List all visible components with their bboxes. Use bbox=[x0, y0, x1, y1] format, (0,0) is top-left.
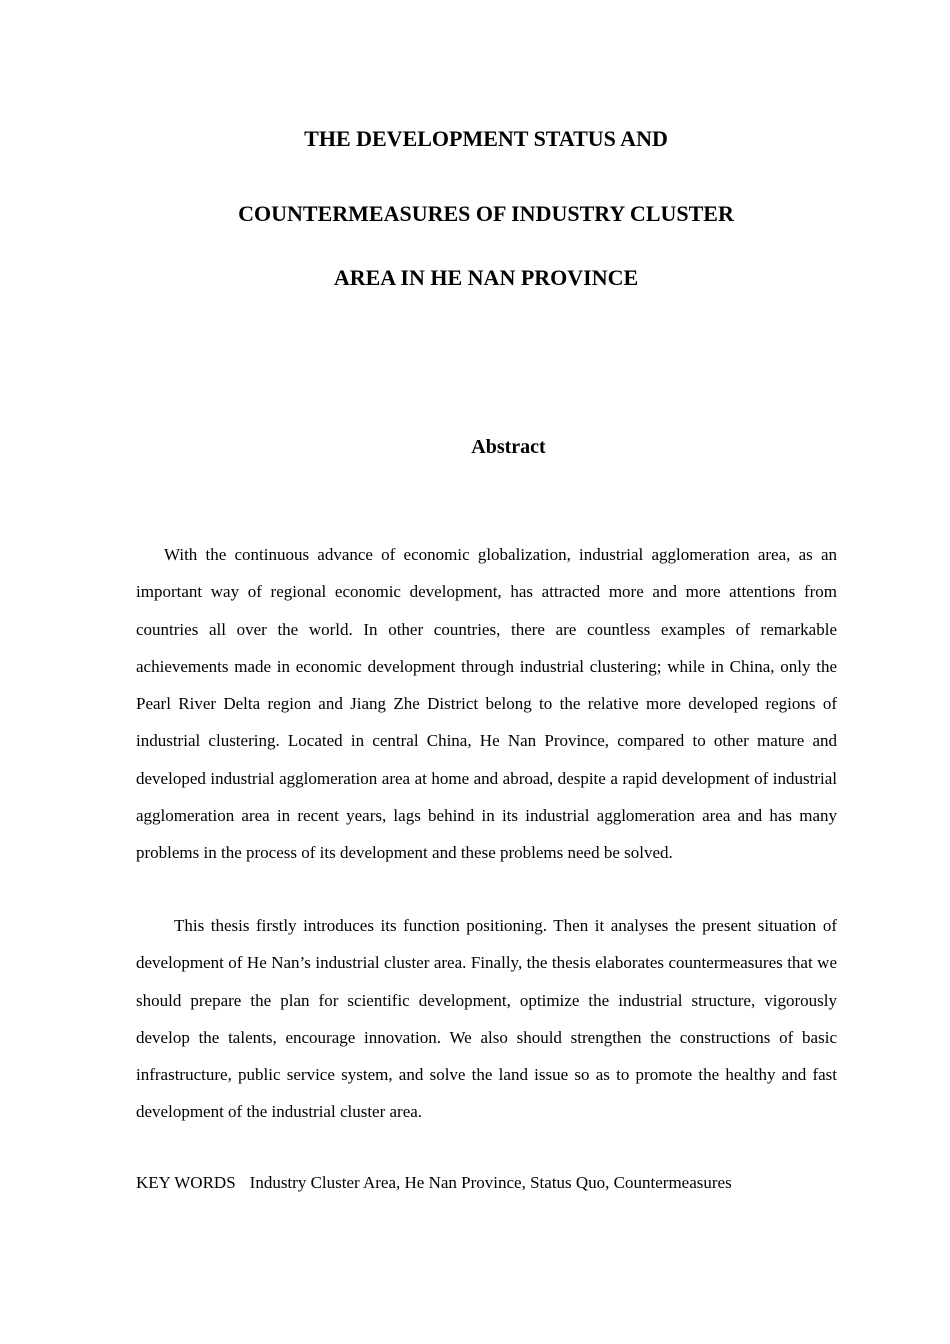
abstract-heading: Abstract bbox=[471, 436, 546, 458]
keywords-label: KEY WORDS bbox=[136, 1173, 236, 1192]
keywords-line bbox=[136, 1170, 896, 1196]
title-line-1: THE DEVELOPMENT STATUS AND bbox=[304, 126, 668, 151]
keywords-text: Industry Cluster Area, He Nan Province, Status Quo, Countermeasures bbox=[249, 1173, 732, 1192]
abstract-paragraph-2: This thesis firstly introduces its function positioning. Then it analyses the present situation of development of He Nan’s industrial cluster area. Finally, the thesis elaborates countermeasures that we should prepare the plan for scientific development, optimize the industrial structure, vigorously develop the talents, encourage innovation. We also should strengthen the constructions of basic infrastructure, public service system, and solve the land issue so as to promote the healthy and fast development of the industrial cluster area. bbox=[136, 916, 837, 1122]
abstract-paragraph-1: With the continuous advance of economic globalization, industrial agglomeration area, as an important way of regional economic development, has attracted more and more attentions from countries all over the world. In other countries, there are countless examples of remarkable achievements made in economic development through industrial clustering; while in China, only the Pearl River Delta region and Jiang Zhe District belong to the relative more developed regions of industrial clustering. Located in central China, He Nan Province, compared to other mature and developed industrial agglomeration area at home and abroad, despite a rapid development of industrial agglomeration area in recent years, lags behind in its industrial agglomeration area and has many problems in the process of its development and these problems need be solved. bbox=[136, 545, 837, 863]
title-line-2: COUNTERMEASURES OF INDUSTRY CLUSTER bbox=[238, 201, 734, 226]
title-line-3: AREA IN HE NAN PROVINCE bbox=[333, 265, 639, 290]
